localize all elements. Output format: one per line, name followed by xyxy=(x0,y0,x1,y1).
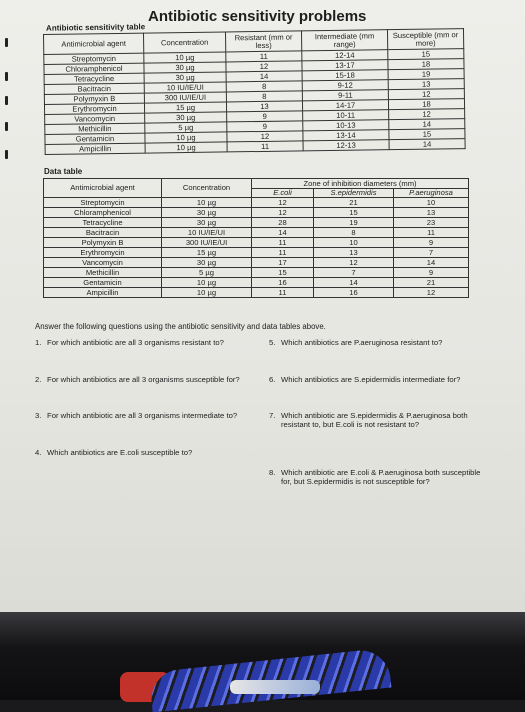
value-cell: 11 xyxy=(252,248,314,258)
value-cell: 16 xyxy=(252,278,314,288)
question-text: Which antibiotics are E.coli susceptible to? xyxy=(47,448,193,457)
antimicrobial-agent-cell: Bacitracin xyxy=(44,228,162,238)
value-cell: 15 xyxy=(314,208,394,218)
value-cell: 7 xyxy=(314,268,394,278)
concentration-cell: 15 µg xyxy=(144,102,226,113)
concentration-cell: 10 µg xyxy=(162,198,252,208)
antimicrobial-agent-cell: Methicillin xyxy=(44,268,162,278)
value-cell: 13-17 xyxy=(302,60,388,71)
column-header: Concentration xyxy=(162,179,252,198)
concentration-cell: 5 µg xyxy=(162,268,252,278)
value-cell: 14-17 xyxy=(302,100,388,111)
value-cell: 11 xyxy=(394,228,469,238)
value-cell: 12-13 xyxy=(303,140,389,151)
antimicrobial-agent-cell: Tetracycline xyxy=(44,218,162,228)
column-header: Concentration xyxy=(143,32,225,53)
value-cell: 13 xyxy=(388,79,464,90)
sensitivity-table-label: Antibiotic sensitivity table xyxy=(45,22,146,33)
concentration-cell: 15 µg xyxy=(162,248,252,258)
value-cell: 13 xyxy=(314,248,394,258)
column-header: Resistant (mm or less) xyxy=(225,31,301,52)
antimicrobial-agent-cell: Streptomycin xyxy=(44,53,144,64)
sensitivity-table xyxy=(43,28,466,155)
question-text: For which antibiotic are all 3 organisms intermediate to? xyxy=(47,411,238,420)
question-number: 5. xyxy=(269,338,276,347)
concentration-cell: 10 µg xyxy=(162,288,252,298)
table-row xyxy=(44,288,469,298)
value-cell: 19 xyxy=(314,218,394,228)
table-row xyxy=(44,208,469,218)
concentration-cell: 30 µg xyxy=(144,62,226,73)
value-cell: 13 xyxy=(394,208,469,218)
value-cell: 18 xyxy=(388,59,464,70)
value-cell: 12 xyxy=(388,89,464,100)
value-cell: 10 xyxy=(394,198,469,208)
value-cell: 7 xyxy=(394,248,469,258)
concentration-cell: 30 µg xyxy=(162,258,252,268)
antimicrobial-agent-cell: Polymyxin B xyxy=(44,93,144,104)
concentration-cell: 30 µg xyxy=(144,72,226,83)
table-row xyxy=(44,218,469,228)
value-cell: 12 xyxy=(227,131,303,142)
value-cell: 10-13 xyxy=(303,120,389,131)
question-number: 6. xyxy=(269,375,276,384)
concentration-cell: 10 µg xyxy=(145,132,227,143)
value-cell: 19 xyxy=(388,69,464,80)
antimicrobial-agent-cell: Erythromycin xyxy=(44,248,162,258)
column-header: Antimicrobial agent xyxy=(44,33,144,54)
concentration-cell: 300 IU/IE/UI xyxy=(162,238,252,248)
value-cell: 11 xyxy=(252,288,314,298)
value-cell: 12 xyxy=(314,258,394,268)
concentration-cell: 10 µg xyxy=(144,52,226,63)
value-cell: 12-14 xyxy=(302,50,388,61)
value-cell: 18 xyxy=(388,99,464,110)
table-row xyxy=(44,258,469,268)
value-cell: 14 xyxy=(226,71,302,82)
table-row xyxy=(44,228,469,238)
value-cell: 9 xyxy=(394,268,469,278)
antimicrobial-agent-cell: Vancomycin xyxy=(45,113,145,124)
antimicrobial-agent-cell: Ampicillin xyxy=(45,143,145,154)
question-number: 8. xyxy=(269,468,276,477)
question-3 xyxy=(35,411,257,420)
question-8 xyxy=(269,468,481,486)
concentration-cell: 300 IU/IE/UI xyxy=(144,92,226,103)
table-row xyxy=(44,238,469,248)
table-row xyxy=(44,278,469,288)
sneaker-lace xyxy=(230,680,320,694)
value-cell: 14 xyxy=(389,119,465,130)
value-cell: 8 xyxy=(226,81,302,92)
question-2 xyxy=(35,375,257,384)
antimicrobial-agent-cell: Erythromycin xyxy=(44,103,144,114)
value-cell: 9 xyxy=(394,238,469,248)
value-cell: 16 xyxy=(314,288,394,298)
question-6 xyxy=(269,375,471,384)
question-text: Which antibiotic are S.epidermidis & P.aeruginosa both resistant to, but E.coli is not resistant to? xyxy=(281,411,468,429)
value-cell: 15 xyxy=(388,49,464,60)
concentration-cell: 30 µg xyxy=(145,112,227,123)
table-row xyxy=(44,248,469,258)
question-text: Which antibiotics are S.epidermidis intermediate for? xyxy=(281,375,461,384)
question-number: 2. xyxy=(35,375,42,384)
value-cell: 12 xyxy=(252,208,314,218)
value-cell: 14 xyxy=(252,228,314,238)
question-7 xyxy=(269,411,481,429)
question-number: 4. xyxy=(35,448,42,457)
antimicrobial-agent-cell: Ampicillin xyxy=(44,288,162,298)
antimicrobial-agent-cell: Tetracycline xyxy=(44,73,144,84)
question-number: 1. xyxy=(35,338,42,347)
concentration-cell: 5 µg xyxy=(145,122,227,133)
concentration-cell: 30 µg xyxy=(162,218,252,228)
value-cell: 28 xyxy=(252,218,314,228)
question-4 xyxy=(35,448,257,457)
question-text: For which antibiotic are all 3 organisms resistant to? xyxy=(47,338,224,347)
instructions: Answer the following questions using the antibiotic sensitivity and data tables above. xyxy=(35,322,326,331)
antimicrobial-agent-cell: Chloramphenicol xyxy=(44,63,144,74)
antimicrobial-agent-cell: Vancomycin xyxy=(44,258,162,268)
antimicrobial-agent-cell: Chloramphenicol xyxy=(44,208,162,218)
question-5 xyxy=(269,338,481,347)
page-title: Antibiotic sensitivity problems xyxy=(148,8,367,25)
value-cell: 14 xyxy=(389,139,465,150)
antimicrobial-agent-cell: Gentamicin xyxy=(45,133,145,144)
value-cell: 23 xyxy=(394,218,469,228)
value-cell: 11 xyxy=(226,51,302,62)
column-header: Intermediate (mm range) xyxy=(301,30,387,51)
value-cell: 9-12 xyxy=(302,80,388,91)
value-cell: 12 xyxy=(252,198,314,208)
column-header: Susceptible (mm or more) xyxy=(387,29,463,50)
value-cell: 10 xyxy=(314,238,394,248)
value-cell: 15 xyxy=(389,129,465,140)
organism-header: S.epidermidis xyxy=(314,189,394,198)
value-cell: 9-11 xyxy=(302,90,388,101)
value-cell: 11 xyxy=(252,238,314,248)
question-text: Which antibiotics are P.aeruginosa resistant to? xyxy=(281,338,443,347)
concentration-cell: 10 IU/IE/UI xyxy=(162,228,252,238)
value-cell: 10-11 xyxy=(303,110,389,121)
value-cell: 21 xyxy=(314,198,394,208)
data-table-label: Data table xyxy=(44,167,83,176)
antimicrobial-agent-cell: Bacitracin xyxy=(44,83,144,94)
question-number: 7. xyxy=(269,411,276,420)
value-cell: 11 xyxy=(227,141,303,152)
value-cell: 21 xyxy=(394,278,469,288)
value-cell: 9 xyxy=(227,121,303,132)
concentration-cell: 10 µg xyxy=(162,278,252,288)
value-cell: 13-14 xyxy=(303,130,389,141)
value-cell: 14 xyxy=(394,258,469,268)
antimicrobial-agent-cell: Streptomycin xyxy=(44,198,162,208)
concentration-cell: 10 IU/IE/UI xyxy=(144,82,226,93)
question-text: For which antibiotics are all 3 organisms susceptible for? xyxy=(47,375,240,384)
concentration-cell: 30 µg xyxy=(162,208,252,218)
antimicrobial-agent-cell: Polymyxin B xyxy=(44,238,162,248)
question-text: Which antibiotic are E.coli & P.aeruginosa both susceptible for, but S.epidermidis is not susceptible for? xyxy=(281,468,481,486)
value-cell: 12 xyxy=(394,288,469,298)
value-cell: 15 xyxy=(252,268,314,278)
question-number: 3. xyxy=(35,411,42,420)
table-header-row xyxy=(44,179,469,189)
organism-header: E.coli xyxy=(252,189,314,198)
value-cell: 17 xyxy=(252,258,314,268)
table-row xyxy=(44,268,469,278)
concentration-cell: 10 µg xyxy=(145,142,227,153)
data-table xyxy=(43,178,469,298)
antimicrobial-agent-cell: Gentamicin xyxy=(44,278,162,288)
column-header: Zone of inhibition diameters (mm) xyxy=(252,179,469,189)
value-cell: 13 xyxy=(226,101,302,112)
question-1 xyxy=(35,338,257,347)
organism-header: P.aeruginosa xyxy=(394,189,469,198)
value-cell: 9 xyxy=(227,111,303,122)
value-cell: 14 xyxy=(314,278,394,288)
value-cell: 8 xyxy=(226,91,302,102)
value-cell: 12 xyxy=(226,61,302,72)
table-row xyxy=(44,198,469,208)
antimicrobial-agent-cell: Methicillin xyxy=(45,123,145,134)
value-cell: 8 xyxy=(314,228,394,238)
value-cell: 15-18 xyxy=(302,70,388,81)
value-cell: 12 xyxy=(389,109,465,120)
column-header: Antimicrobial agent xyxy=(44,179,162,198)
